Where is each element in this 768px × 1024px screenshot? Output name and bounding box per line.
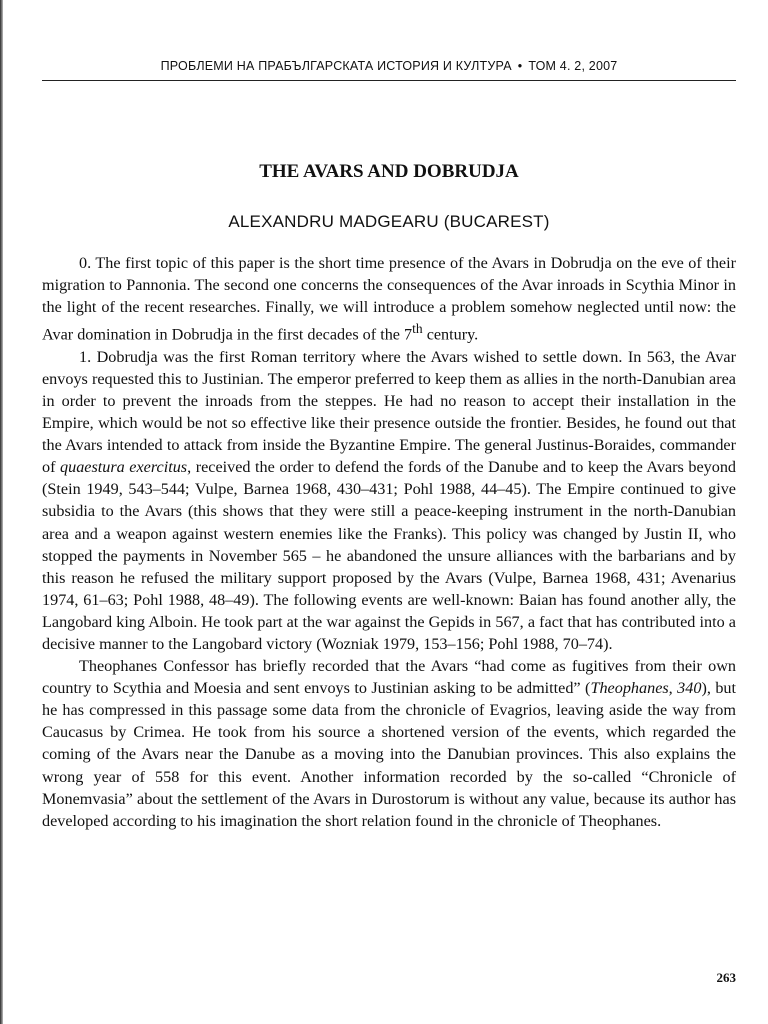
article-author: ALEXANDRU MADGEARU (BUCAREST) bbox=[228, 212, 550, 231]
source-citation: Theophanes, 340 bbox=[590, 679, 702, 698]
paragraph-0-text: 0. The first topic of this paper is the short time presence of the Avars in Dobrudja on the eve of their migration to Pannonia. The second one concerns the consequences of the Avar inroads in Scythia Minor in the light of the recent researches. Finally, we will introduce a problem somehow neglected until now: the Avar domination in Dobrudja in the first decades of the 7 bbox=[42, 254, 736, 344]
ordinal-suffix: th bbox=[412, 321, 423, 337]
paragraph-2-text: Theophanes Confessor has briefly recorded that the Avars “had come as fugitives from their own country to Scythia and Moesia and sent envoys to Justinian asking to be admitted” ( bbox=[42, 657, 736, 698]
running-head bbox=[42, 58, 736, 74]
article-body bbox=[42, 252, 736, 832]
header-separator: • bbox=[517, 59, 523, 73]
latin-term: quaestura exercitus bbox=[60, 458, 188, 477]
scan-edge bbox=[0, 0, 3, 1024]
paragraph-2-text-end: ), but he has compressed in this passage some data from the chronicle of Evagrios, leaving aside the way from Caucasus by Crimea. He took from his source a shortened version of the events, which regarded the coming of the Avars near the Danube as a moving into the Danubian provinces. This also explains the wrong year of 558 for this event. Another information recorded by the so-called “Chronicle of Monemvasia” about the settlement of the Avars in Durostorum is without any value, because its author has developed according to his imagination the short relation found in the chronicle of Theophanes. bbox=[42, 679, 737, 830]
paragraph-0 bbox=[42, 252, 736, 346]
paragraph-2 bbox=[42, 655, 736, 832]
article-title: THE AVARS AND DOBRUDJA bbox=[259, 161, 519, 182]
header-rule bbox=[42, 80, 736, 81]
paragraph-1 bbox=[42, 346, 736, 655]
journal-name: ПРОБЛЕМИ НА ПРАБЪЛГАРСКАТА ИСТОРИЯ И КУЛТУРА bbox=[160, 59, 512, 73]
paragraph-1-text-end: , received the order to defend the fords of the Danube and to keep the Avars beyond (Stein 1949, 543–544; Vulpe, Barnea 1968, 430–431; Pohl 1988, 44–45). The Empire continued to give subsidia to the Avars (this shows that they were still a peace-keeping instrument in the north-Danubian area and a weapon against western enemies like the Franks). This policy was changed by Justin II, who stopped the payments in November 565 – he abandoned the unsure alliances with the barbarians and by this reason he refused the military support proposed by the Avars (Vulpe, Barnea 1968, 431; Avenarius 1974, 61–63; Pohl 1988, 48–49). The following events are well-known: Baian has found another ally, the Langobard king Alboin. He took part at the war against the Gepids in 567, a fact that has contributed into a decisive manner to the Langobard victory (Wozniak 1979, 153–156; Pohl 1988, 70–74). bbox=[42, 458, 737, 653]
paragraph-1-text: 1. Dobrudja was the first Roman territory where the Avars wished to settle down. In 563, the Avar envoys requested this to Justinian. The emperor preferred to keep them as allies in the north-Danubian area in order to prevent the inroads from the steppes. He had no reason to accept their installation in the Empire, which would be not so effective like their presence outside the frontier. Besides, he found out that the Avars intended to attack from inside the Byzantine Empire. The general Justinus-Boraides, commander of bbox=[42, 347, 736, 477]
page-number: 263 bbox=[716, 970, 736, 985]
paragraph-0-text-end: century. bbox=[422, 325, 479, 344]
volume-info: ТОМ 4. 2, 2007 bbox=[528, 59, 618, 73]
